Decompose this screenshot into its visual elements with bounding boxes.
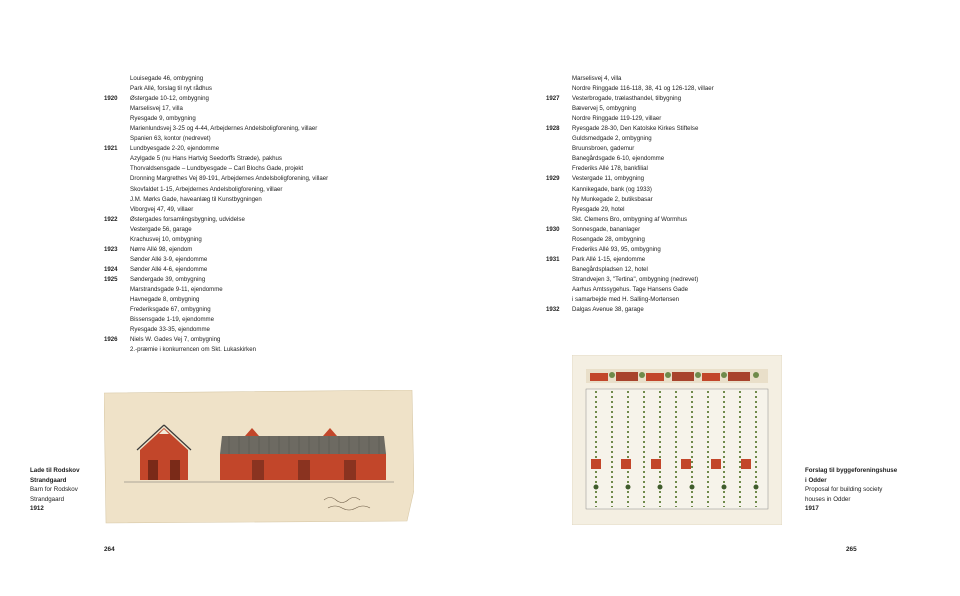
- chronology-entry: [104, 345, 344, 355]
- entry-text: Skt. Clemens Bro, ombygning af Wormhus: [572, 215, 688, 223]
- entry-text: Østergade 10-12, ombygning: [130, 95, 209, 103]
- chronology-entry: [546, 114, 786, 124]
- entry-text: Bævervej 5, ombygning: [572, 105, 637, 113]
- entry-year: [104, 74, 130, 84]
- chronology-entry: [546, 124, 786, 134]
- caption-subtitle: Barn for Rodskov: [30, 486, 78, 494]
- entry-text: Viborgvej 47, 49, villaer: [130, 205, 194, 213]
- entry-year: [546, 154, 572, 164]
- entry-year: 1924: [104, 265, 118, 273]
- chronology-entry: [546, 295, 786, 305]
- entry-year: [104, 225, 130, 235]
- entry-text: Marienlundsvej 3-25 og 4-44, Arbejdernes Andelsboligforening, villaer: [130, 125, 318, 133]
- chronology-entry: [546, 144, 786, 154]
- chronology-entry: [104, 164, 344, 174]
- entry-text: Rosengade 28, ombygning: [572, 235, 645, 243]
- entry-text: Dalgas Avenue 38, garage: [572, 306, 644, 314]
- caption-subtitle: Strandgaard: [30, 495, 65, 503]
- chronology-entry: [104, 195, 344, 205]
- entry-year: [546, 275, 572, 285]
- entry-text: Østergades forsamlingsbygning, udvidelse: [130, 215, 245, 223]
- entry-year: 1929: [546, 175, 560, 183]
- chronology-entry: [546, 285, 786, 295]
- chronology-entry: [104, 84, 344, 94]
- caption-title: Forslag til byggeforeningshuse: [805, 467, 898, 474]
- entry-text: Ryesgade 28-30, Den Katolske Kirkes Stiftelse: [572, 125, 699, 133]
- entry-text: Banegårdsgade 6-10, ejendomme: [572, 155, 665, 163]
- caption-year: 1917: [805, 505, 819, 513]
- entry-text: Aarhus Amtssygehus. Tage Hansens Gade: [572, 285, 689, 293]
- chronology-entry: [104, 74, 344, 84]
- entry-text: Spanien 63, kontor (nedrevet): [130, 135, 211, 143]
- entry-year: 1926: [104, 336, 118, 344]
- chronology-entry: [546, 245, 786, 255]
- caption-title: i Odder: [805, 476, 827, 484]
- entry-year: [104, 255, 130, 265]
- chronology-entry: [546, 255, 786, 265]
- chronology-entry: [104, 215, 344, 225]
- chronology-entry: [546, 225, 786, 235]
- entry-text: Nordre Ringgade 116-118, 38, 41 og 126-128, villaer: [572, 85, 714, 93]
- entry-text: Marselisvej 4, villa: [572, 75, 622, 82]
- entry-year: [546, 114, 572, 124]
- entry-year: [546, 104, 572, 114]
- entry-year: [104, 345, 130, 355]
- chronology-entry: [104, 144, 344, 154]
- chronology-entry: [546, 84, 786, 94]
- entry-text: Skovfaldet 1-15, Arbejdernes Andelsboligforening, villaer: [130, 185, 283, 193]
- entry-text: Sønder Allé 3-9, ejendomme: [130, 255, 208, 263]
- entry-text: Dronning Margrethes Vej 89-191, Arbejdernes Andelsboligforening, villaer: [130, 175, 329, 183]
- chronology-entry: [546, 235, 786, 245]
- entry-text: Banegårdspladsen 12, hotel: [572, 265, 648, 273]
- entry-text: J.M. Mørks Gade, haveanlæg til Kunstbygningen: [130, 195, 262, 203]
- chronology-entry: [546, 134, 786, 144]
- chronology-entry: [546, 275, 786, 285]
- barn-drawing-image: [104, 390, 414, 524]
- chronology-entry: [104, 124, 344, 134]
- entry-text: Ryesgade 9, ombygning: [130, 115, 196, 123]
- entry-year: [546, 144, 572, 154]
- entry-year: [546, 235, 572, 245]
- chronology-entry: [546, 174, 786, 184]
- entry-year: 1923: [104, 245, 118, 253]
- chronology-entry: [104, 245, 344, 255]
- entry-text: Thorvaldsensgade – Lundbyesgade – Carl Blochs Gade, projekt: [130, 165, 304, 173]
- entry-text: Strandvejen 3, "Tertina", ombygning (nedrevet): [572, 275, 699, 283]
- entry-year: 1921: [104, 145, 118, 153]
- entry-text: Frederiksgade 67, ombygning: [130, 306, 211, 314]
- entry-text: Park Allé 1-15, ejendomme: [572, 255, 646, 263]
- chronology-entry: [546, 104, 786, 114]
- entry-year: [546, 134, 572, 144]
- entry-year: [546, 265, 572, 275]
- chronology-entry: [546, 154, 786, 164]
- entry-year: [104, 295, 130, 305]
- entry-text: Niels W. Gades Vej 7, ombygning: [130, 336, 221, 344]
- entry-text: Søndergade 39, ombygning: [130, 275, 206, 283]
- chronology-entry: [104, 315, 344, 325]
- chronology-entry: [546, 185, 786, 195]
- entry-text: Ny Munkegade 2, butiksbasar: [572, 195, 653, 203]
- entry-text: Sønder Allé 4-6, ejendomme: [130, 265, 208, 273]
- entry-text: Sonnesgade, bananlager: [572, 225, 641, 233]
- caption-subtitle: Proposal for building society: [805, 486, 883, 494]
- entry-year: [546, 74, 572, 84]
- chronology-entry: [104, 255, 344, 265]
- chronology-entry: [104, 225, 344, 235]
- entry-text: Marselisvej 17, villa: [130, 105, 183, 113]
- entry-year: 1927: [546, 95, 560, 103]
- entry-year: [546, 164, 572, 174]
- entry-text: Ryesgade 29, hotel: [572, 205, 625, 213]
- entry-year: [104, 325, 130, 335]
- right-figure-caption: [805, 466, 897, 514]
- entry-year: 1932: [546, 306, 560, 314]
- chronology-entry: [546, 74, 786, 84]
- left-chronology-list: [104, 74, 344, 355]
- entry-year: [104, 124, 130, 134]
- site-plan-drawing-image: [572, 355, 782, 525]
- entry-text: Nørre Allé 98, ejendom: [130, 245, 193, 253]
- chronology-entry: [546, 94, 786, 104]
- entry-year: [104, 134, 130, 144]
- chronology-entry: [104, 94, 344, 104]
- chronology-entry: [104, 295, 344, 305]
- entry-year: [104, 174, 130, 184]
- entry-year: [546, 84, 572, 94]
- entry-year: [546, 295, 572, 305]
- chronology-entry: [104, 235, 344, 245]
- entry-year: [104, 84, 130, 94]
- entry-text: i samarbejde med H. Salling-Mortensen: [572, 296, 680, 304]
- entry-text: Vesterbrogade, trælasthandel, tilbygning: [572, 95, 682, 103]
- chronology-entry: [104, 134, 344, 144]
- right-chronology-list: [546, 74, 786, 315]
- entry-year: [104, 104, 130, 114]
- entry-text: Azylgade 5 (nu Hans Hartvig Seedorffs Stræde), pakhus: [130, 155, 282, 163]
- entry-year: [546, 245, 572, 255]
- entry-text: Nordre Ringgade 119-129, villaer: [572, 115, 662, 123]
- entry-year: 1925: [104, 275, 118, 283]
- chronology-entry: [546, 164, 786, 174]
- chronology-entry: [546, 305, 786, 315]
- entry-year: [104, 285, 130, 295]
- entry-year: 1931: [546, 255, 560, 263]
- entry-text: Guldsmedgade 2, ombygning: [572, 135, 652, 143]
- entry-text: Vestergade 56, garage: [130, 225, 192, 233]
- chronology-entry: [104, 114, 344, 124]
- entry-text: Marstrandsgade 9-11, ejendomme: [130, 285, 223, 293]
- entry-year: [546, 215, 572, 225]
- entry-year: [104, 114, 130, 124]
- entry-year: 1922: [104, 215, 118, 223]
- chronology-entry: [546, 205, 786, 215]
- entry-year: [104, 235, 130, 245]
- chronology-entry: [104, 174, 344, 184]
- entry-year: [546, 185, 572, 195]
- entry-year: [104, 315, 130, 325]
- left-figure-caption: [30, 466, 80, 514]
- entry-year: [546, 285, 572, 295]
- entry-text: Frederiks Allé 93, 95, ombygning: [572, 245, 661, 253]
- chronology-entry: [546, 215, 786, 225]
- entry-year: [104, 195, 130, 205]
- entry-year: [546, 205, 572, 215]
- entry-text: Bruunsbroen, gademur: [572, 145, 635, 153]
- entry-year: [104, 154, 130, 164]
- entry-text: Kannikegade, bank (og 1933): [572, 185, 652, 193]
- entry-year: [104, 164, 130, 174]
- entry-year: [546, 195, 572, 205]
- chronology-entry: [104, 335, 344, 345]
- entry-text: Lundbyesgade 2-20, ejendomme: [130, 145, 220, 153]
- chronology-entry: [104, 285, 344, 295]
- chronology-entry: [104, 325, 344, 335]
- entry-year: [104, 185, 130, 195]
- chronology-entry: [104, 154, 344, 164]
- chronology-entry: [104, 305, 344, 315]
- page-number-right: 265: [846, 546, 857, 553]
- entry-year: [104, 205, 130, 215]
- chronology-entry: [546, 265, 786, 275]
- page-number-left: 264: [104, 546, 115, 553]
- entry-year: 1920: [104, 95, 118, 103]
- entry-text: Krachusvej 10, ombygning: [130, 235, 202, 243]
- entry-text: Bissensgade 1-19, ejendomme: [130, 316, 215, 324]
- entry-year: 1928: [546, 125, 560, 133]
- entry-text: Louisegade 46, ombygning: [130, 75, 204, 82]
- chronology-entry: [104, 265, 344, 275]
- entry-text: Ryesgade 33-35, ejendomme: [130, 326, 210, 334]
- caption-year: 1912: [30, 505, 44, 513]
- entry-text: Frederiks Allé 178, bankfilial: [572, 165, 648, 173]
- entry-text: Park Allé, forslag til nyt rådhus: [130, 85, 212, 93]
- entry-text: Havnegade 8, ombygning: [130, 296, 200, 304]
- chronology-entry: [104, 104, 344, 114]
- entry-text: Vestergade 11, ombygning: [572, 175, 645, 183]
- chronology-entry: [104, 275, 344, 285]
- caption-title: Strandgaard: [30, 476, 67, 484]
- caption-subtitle: houses in Odder: [805, 495, 851, 503]
- chronology-entry: [104, 205, 344, 215]
- entry-year: 1930: [546, 225, 560, 233]
- chronology-entry: [104, 185, 344, 195]
- chronology-entry: [546, 195, 786, 205]
- entry-text: 2.-præmie i konkurrencen om Skt. Lukaskirken: [130, 346, 256, 354]
- caption-title: Lade til Rodskov: [30, 467, 80, 474]
- entry-year: [104, 305, 130, 315]
